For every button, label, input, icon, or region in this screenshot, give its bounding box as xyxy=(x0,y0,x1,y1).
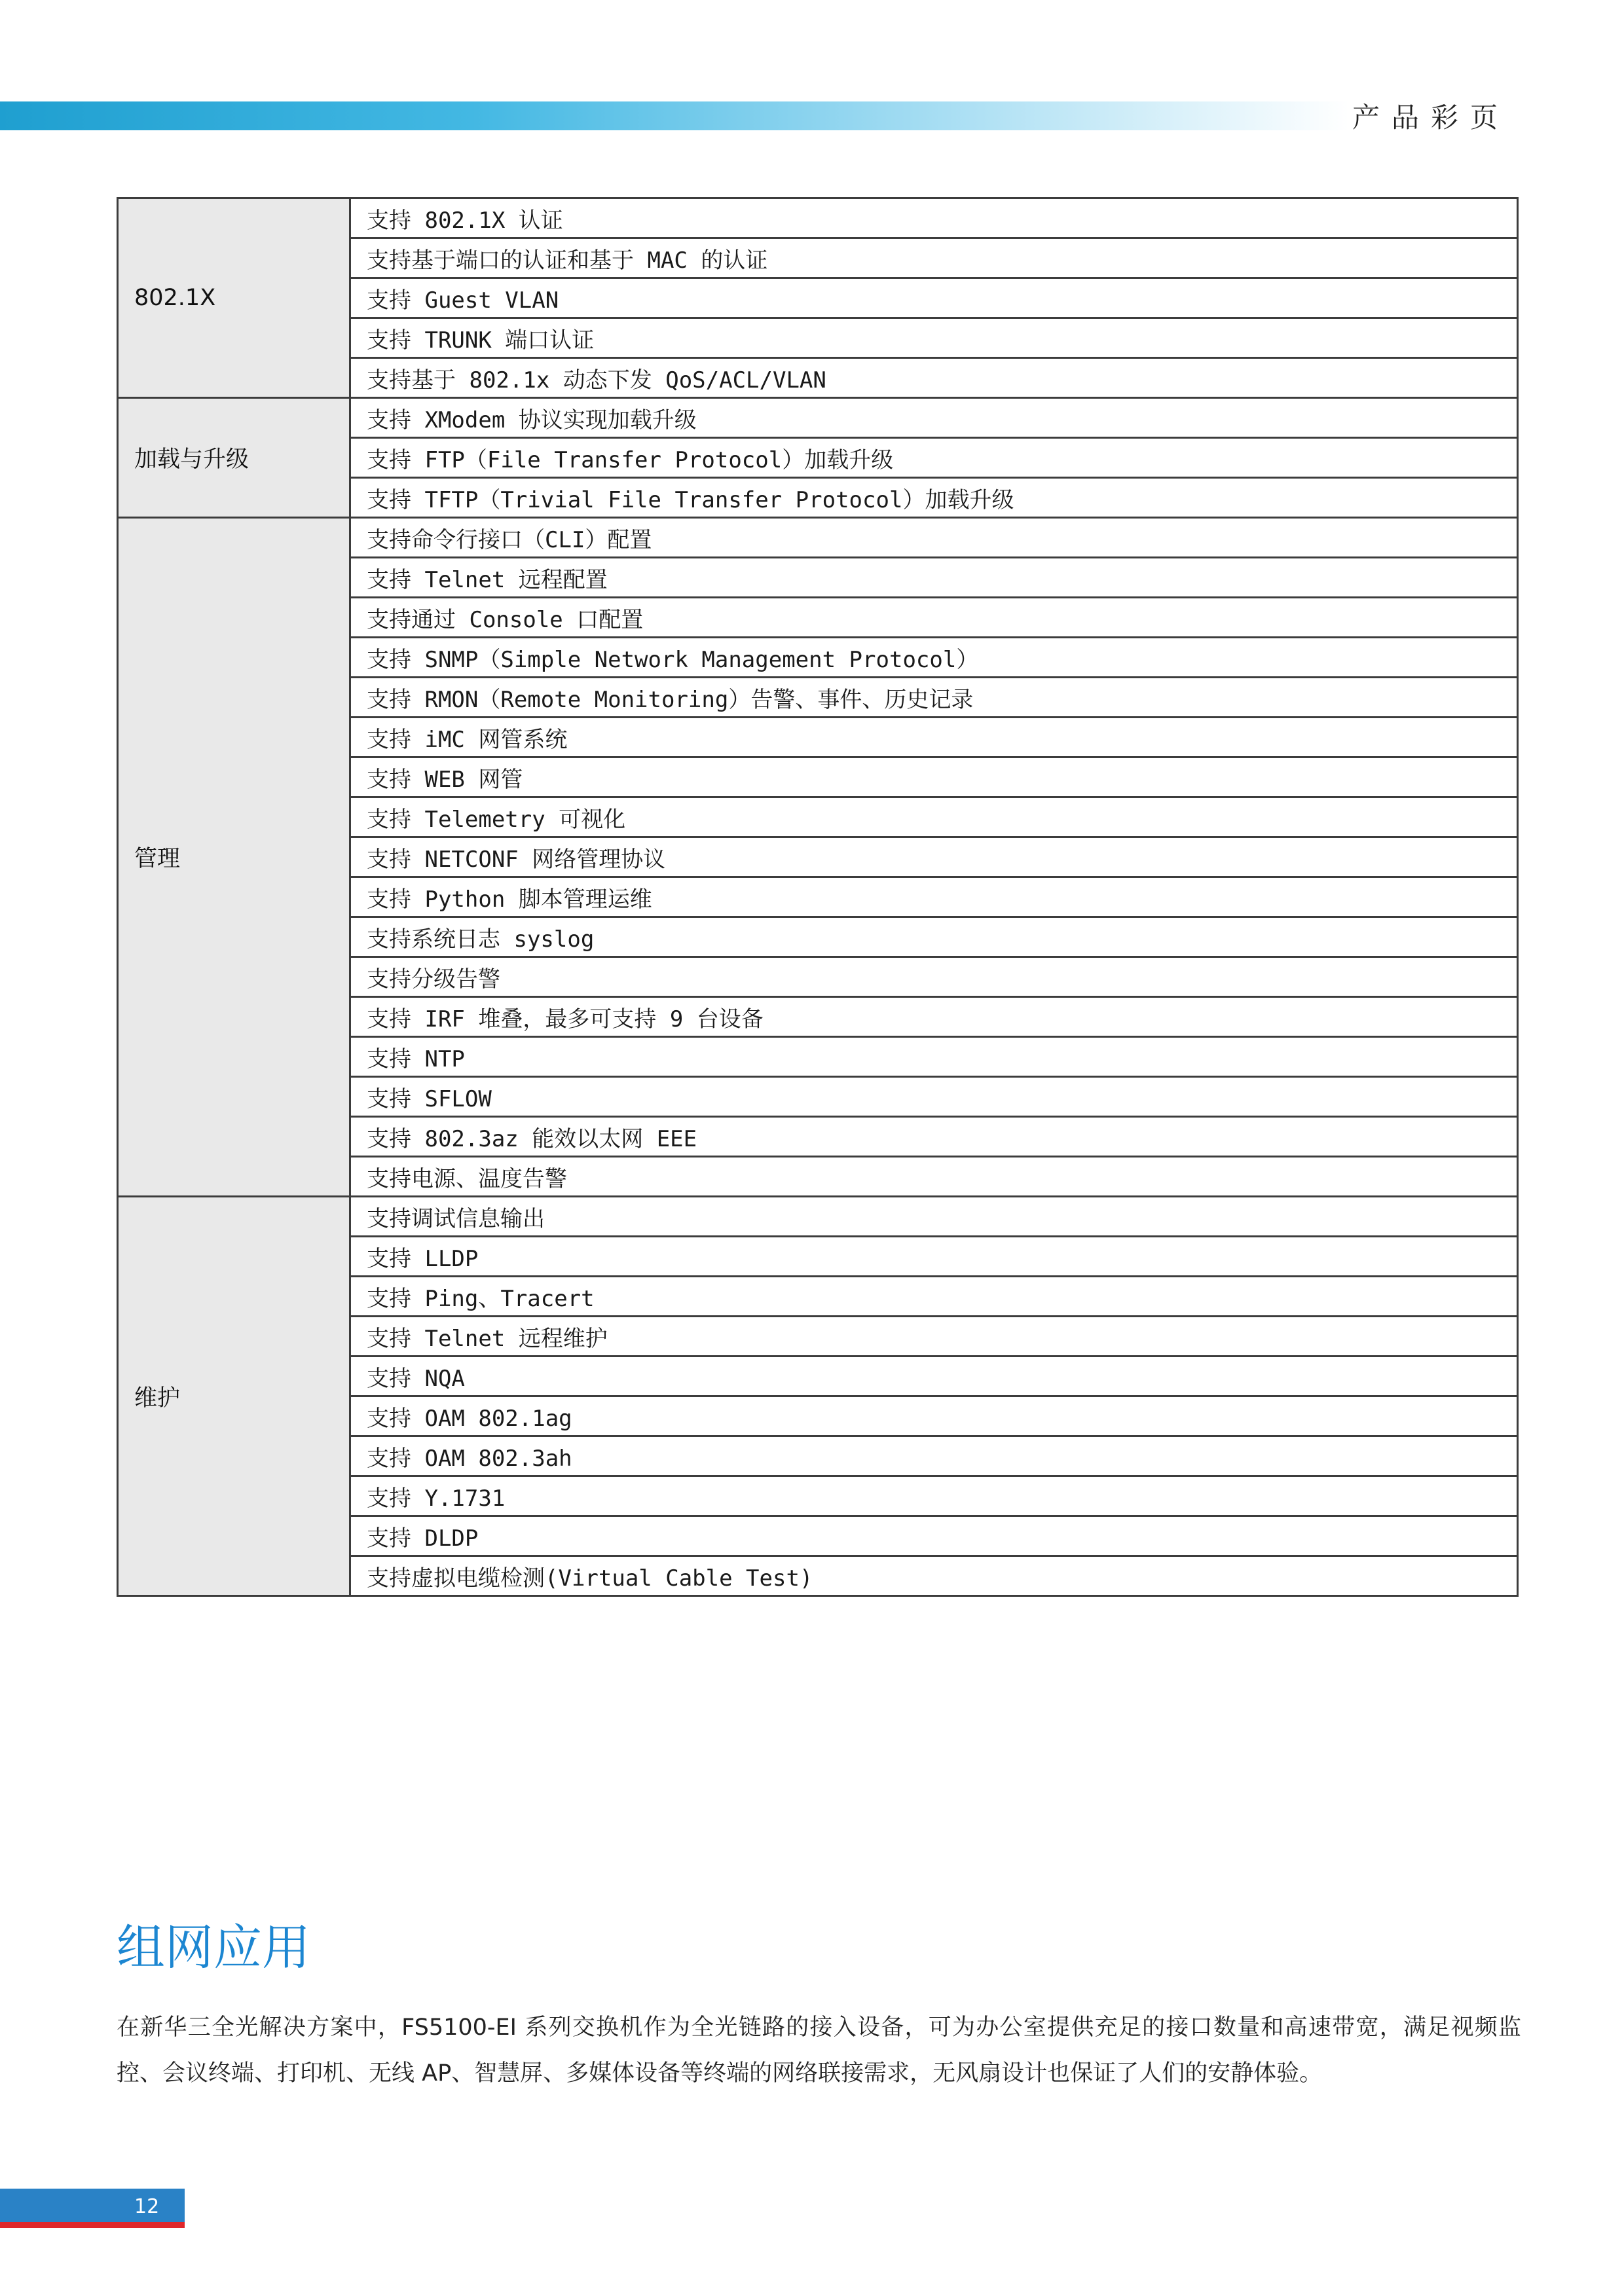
feature-cell: 支持系统日志 syslog xyxy=(350,917,1518,957)
category-cell: 维护 xyxy=(118,1197,350,1596)
feature-cell: 支持基于端口的认证和基于 MAC 的认证 xyxy=(350,238,1518,278)
feature-cell: 支持 Telnet 远程配置 xyxy=(350,558,1518,598)
feature-cell: 支持 OAM 802.1ag xyxy=(350,1396,1518,1436)
feature-cell: 支持 Telnet 远程维护 xyxy=(350,1317,1518,1357)
header-gradient-bar xyxy=(0,101,1349,130)
feature-cell: 支持分级告警 xyxy=(350,957,1518,997)
feature-cell: 支持虚拟电缆检测(Virtual Cable Test) xyxy=(350,1556,1518,1596)
feature-cell: 支持 NQA xyxy=(350,1357,1518,1396)
feature-cell: 支持电源、温度告警 xyxy=(350,1157,1518,1197)
feature-cell: 支持命令行接口（CLI）配置 xyxy=(350,518,1518,558)
feature-cell: 支持 Ping、Tracert xyxy=(350,1277,1518,1317)
feature-cell: 支持 SNMP（Simple Network Management Protocol） xyxy=(350,638,1518,678)
table-row xyxy=(118,398,1518,438)
feature-cell: 支持 TFTP（Trivial File Transfer Protocol）加载升级 xyxy=(350,478,1518,518)
spec-table-body xyxy=(118,198,1518,1596)
feature-cell: 支持 Y.1731 xyxy=(350,1476,1518,1516)
header-title: 产品彩页 xyxy=(1352,101,1510,134)
section-title: 组网应用 xyxy=(117,1920,310,1976)
feature-cell: 支持 OAM 802.3ah xyxy=(350,1436,1518,1476)
feature-cell: 支持 LLDP xyxy=(350,1237,1518,1277)
feature-cell: 支持 NTP xyxy=(350,1037,1518,1077)
feature-cell: 支持调试信息输出 xyxy=(350,1197,1518,1237)
feature-cell: 支持 DLDP xyxy=(350,1516,1518,1556)
feature-cell: 支持 802.1X 认证 xyxy=(350,198,1518,238)
feature-cell: 支持 FTP（File Transfer Protocol）加载升级 xyxy=(350,438,1518,478)
feature-cell: 支持 Telemetry 可视化 xyxy=(350,797,1518,837)
feature-cell: 支持 XModem 协议实现加载升级 xyxy=(350,398,1518,438)
feature-cell: 支持 SFLOW xyxy=(350,1077,1518,1117)
feature-cell: 支持 iMC 网管系统 xyxy=(350,718,1518,757)
table-row xyxy=(118,198,1518,238)
table-row xyxy=(118,1197,1518,1237)
feature-cell: 支持 IRF 堆叠，最多可支持 9 台设备 xyxy=(350,997,1518,1037)
feature-cell: 支持通过 Console 口配置 xyxy=(350,598,1518,638)
spec-table xyxy=(117,197,1519,1597)
feature-cell: 支持 Guest VLAN xyxy=(350,278,1518,318)
section-body: 在新华三全光解决方案中，FS5100-EI 系列交换机作为全光链路的接入设备，可为办公室提供充足的接口数量和高速带宽，满足视频监控、会议终端、打印机、无线 AP、智慧屏、多媒体设备等终端的网络联接需求，无风扇设计也保证了人们的安静体验。 xyxy=(117,2014,1521,2086)
category-cell: 管理 xyxy=(118,518,350,1197)
page-number: 12 xyxy=(134,2195,160,2218)
feature-cell: 支持 TRUNK 端口认证 xyxy=(350,318,1518,358)
feature-cell: 支持 RMON（Remote Monitoring）告警、事件、历史记录 xyxy=(350,678,1518,718)
feature-cell: 支持 NETCONF 网络管理协议 xyxy=(350,837,1518,877)
feature-cell: 支持基于 802.1x 动态下发 QoS/ACL/VLAN xyxy=(350,358,1518,398)
feature-cell: 支持 Python 脚本管理运维 xyxy=(350,877,1518,917)
category-cell: 加载与升级 xyxy=(118,398,350,518)
category-cell: 802.1X xyxy=(118,198,350,398)
table-row xyxy=(118,518,1518,558)
feature-cell: 支持 WEB 网管 xyxy=(350,757,1518,797)
feature-cell: 支持 802.3az 能效以太网 EEE xyxy=(350,1117,1518,1157)
page-number-badge xyxy=(0,2189,185,2228)
